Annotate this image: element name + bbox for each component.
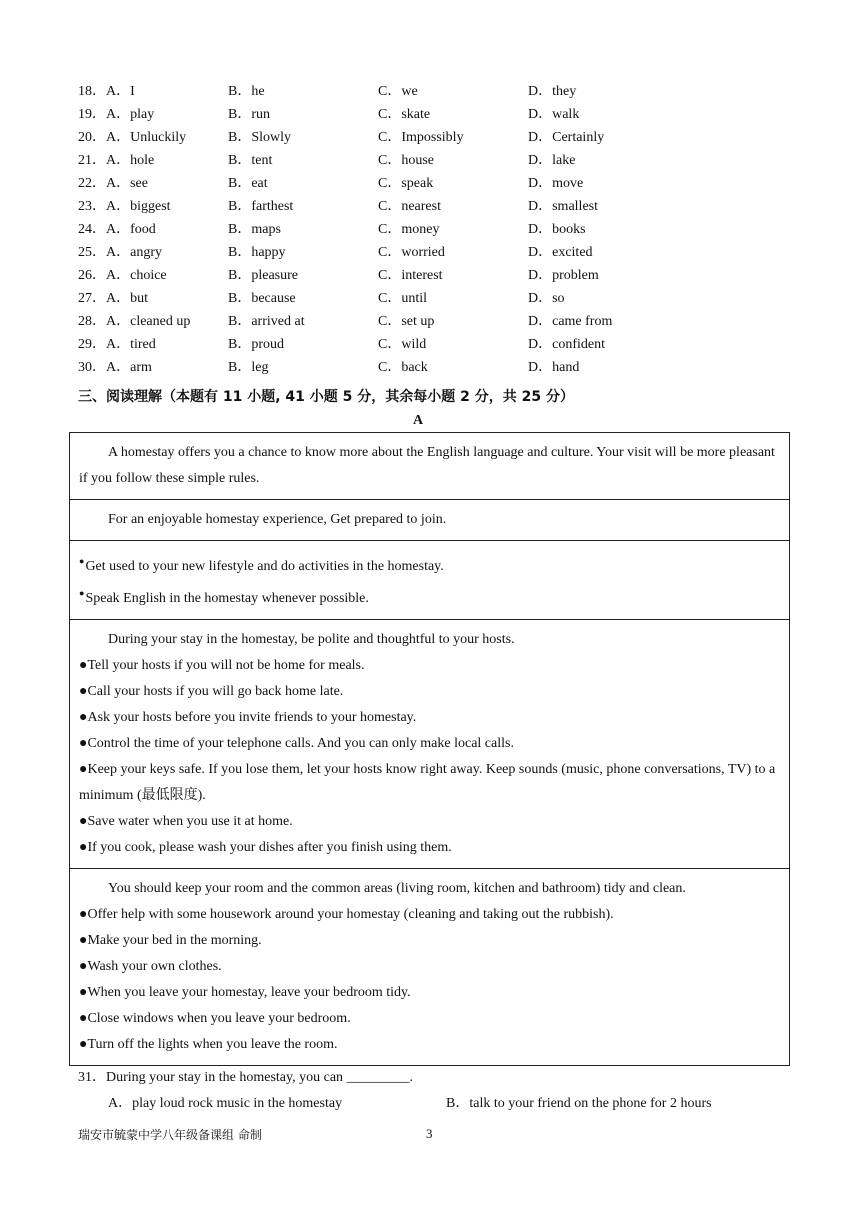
option-row: [78, 150, 778, 172]
option-row: [78, 127, 778, 149]
question-31-option-a: A．play loud rock music in the homestay: [108, 1096, 343, 1111]
option-a: 21．A．hole: [78, 153, 155, 168]
option-row: [78, 196, 778, 218]
option-a: 22．A．see: [78, 176, 148, 191]
option-d: D．excited: [528, 245, 593, 260]
list-item: ●Keep your keys safe. If you lose them, let your hosts know right away. Keep sounds (music, phone conversations, TV) to a minimum (最低限度).: [79, 762, 776, 803]
option-c: C．nearest: [378, 199, 441, 214]
option-row: [78, 173, 778, 195]
option-d: D．move: [528, 176, 584, 191]
intro-cell: [70, 433, 789, 500]
option-b: B．eat: [228, 176, 268, 191]
list-item: ●Close windows when you leave your bedroom.: [79, 1011, 351, 1026]
option-b: B．pleasure: [228, 268, 298, 283]
list-item: ●Wash your own clothes.: [79, 959, 222, 974]
list-item: ●If you cook, please wash your dishes after you finish using them.: [79, 840, 452, 855]
option-a: 20．A．Unluckily: [78, 130, 187, 145]
option-d: D．books: [528, 222, 586, 237]
option-b: B．tent: [228, 153, 273, 168]
tidy-cell: [70, 869, 789, 1065]
option-a: 29．A．tired: [78, 337, 156, 352]
option-d: D．Certainly: [528, 130, 605, 145]
option-c: C．until: [378, 291, 428, 306]
option-c: C．interest: [378, 268, 443, 283]
option-d: D．walk: [528, 107, 580, 122]
option-row: [78, 81, 778, 103]
option-c: C．speak: [378, 176, 434, 191]
option-d: D．came from: [528, 314, 613, 329]
option-a: 25．A．angry: [78, 245, 162, 260]
option-b: B．he: [228, 84, 265, 99]
option-c: C．skate: [378, 107, 431, 122]
option-c: C．back: [378, 360, 428, 375]
homestay-rules-box: [69, 432, 790, 1066]
option-c: C．house: [378, 153, 434, 168]
option-d: D．they: [528, 84, 577, 99]
option-c: C．we: [378, 84, 418, 99]
list-item: ●Make your bed in the morning.: [79, 933, 262, 948]
option-a: 23．A．biggest: [78, 199, 171, 214]
prepare-items-cell: [70, 541, 789, 620]
prepare-heading: For an enjoyable homestay experience, Get prepared to join.: [108, 512, 447, 527]
passage-label: A: [412, 413, 424, 428]
option-b: B．farthest: [228, 199, 294, 214]
option-d: D．smallest: [528, 199, 598, 214]
prepare-cell: [70, 500, 789, 541]
intro-text: A homestay offers you a chance to know more about the English language and culture. Your visit will be more pleasant if you follow these simple rules.: [79, 445, 775, 486]
list-item: ●Get used to your new lifestyle and do activities in the homestay.: [79, 556, 444, 574]
option-a: 19．A．play: [78, 107, 155, 122]
option-b: B．proud: [228, 337, 284, 352]
option-row: [78, 242, 778, 264]
option-c: C．money: [378, 222, 440, 237]
option-c: C．wild: [378, 337, 427, 352]
polite-cell: [70, 620, 789, 869]
option-b: B．because: [228, 291, 296, 306]
question-31-option-b: B．talk to your friend on the phone for 2 hours: [446, 1096, 712, 1111]
option-a: 26．A．choice: [78, 268, 167, 283]
list-item: ●When you leave your homestay, leave your bedroom tidy.: [79, 985, 411, 1000]
option-row: [78, 334, 778, 356]
option-b: B．happy: [228, 245, 286, 260]
option-c: C．set up: [378, 314, 435, 329]
polite-heading: During your stay in the homestay, be polite and thoughtful to your hosts.: [108, 632, 515, 647]
tidy-heading: You should keep your room and the common areas (living room, kitchen and bathroom) tidy and clean.: [108, 881, 686, 896]
option-b: B．Slowly: [228, 130, 292, 145]
list-item: ●Save water when you use it at home.: [79, 814, 293, 829]
list-item: ●Ask your hosts before you invite friends to your homestay.: [79, 710, 417, 725]
question-31-stem: 31．During your stay in the homestay, you can _________.: [78, 1070, 414, 1085]
option-a: 30．A．arm: [78, 360, 152, 375]
option-d: D．confident: [528, 337, 605, 352]
section-heading: 三、阅读理解（本题有 11 小题, 41 小题 5 分，其余每小题 2 分，共 25 分）: [78, 389, 574, 405]
option-d: D．lake: [528, 153, 576, 168]
option-d: D．so: [528, 291, 565, 306]
option-b: B．maps: [228, 222, 281, 237]
option-row: [78, 104, 778, 126]
list-item: ●Call your hosts if you will go back home late.: [79, 684, 344, 699]
option-d: D．hand: [528, 360, 580, 375]
option-a: 28．A．cleaned up: [78, 314, 191, 329]
option-b: B．arrived at: [228, 314, 305, 329]
list-item: ●Speak English in the homestay whenever possible.: [79, 588, 369, 606]
option-c: C．worried: [378, 245, 445, 260]
option-a: 18．A．I: [78, 84, 135, 99]
page-number: 3: [426, 1126, 433, 1141]
option-row: [78, 265, 778, 287]
option-c: C．Impossibly: [378, 130, 464, 145]
footer-text: 瑞安市毓蒙中学八年级备课组 命制: [78, 1128, 262, 1142]
option-a: 27．A．but: [78, 291, 148, 306]
option-row: [78, 311, 778, 333]
list-item: ●Tell your hosts if you will not be home for meals.: [79, 658, 365, 673]
option-a: 24．A．food: [78, 222, 156, 237]
list-item: ●Offer help with some housework around your homestay (cleaning and taking out the rubbish).: [79, 907, 614, 922]
option-row: [78, 288, 778, 310]
option-row: [78, 219, 778, 241]
list-item: ●Turn off the lights when you leave the room.: [79, 1037, 338, 1052]
list-item: ●Control the time of your telephone calls. And you can only make local calls.: [79, 736, 514, 751]
option-d: D．problem: [528, 268, 599, 283]
option-b: B．run: [228, 107, 270, 122]
option-row: [78, 357, 778, 379]
option-b: B．leg: [228, 360, 269, 375]
